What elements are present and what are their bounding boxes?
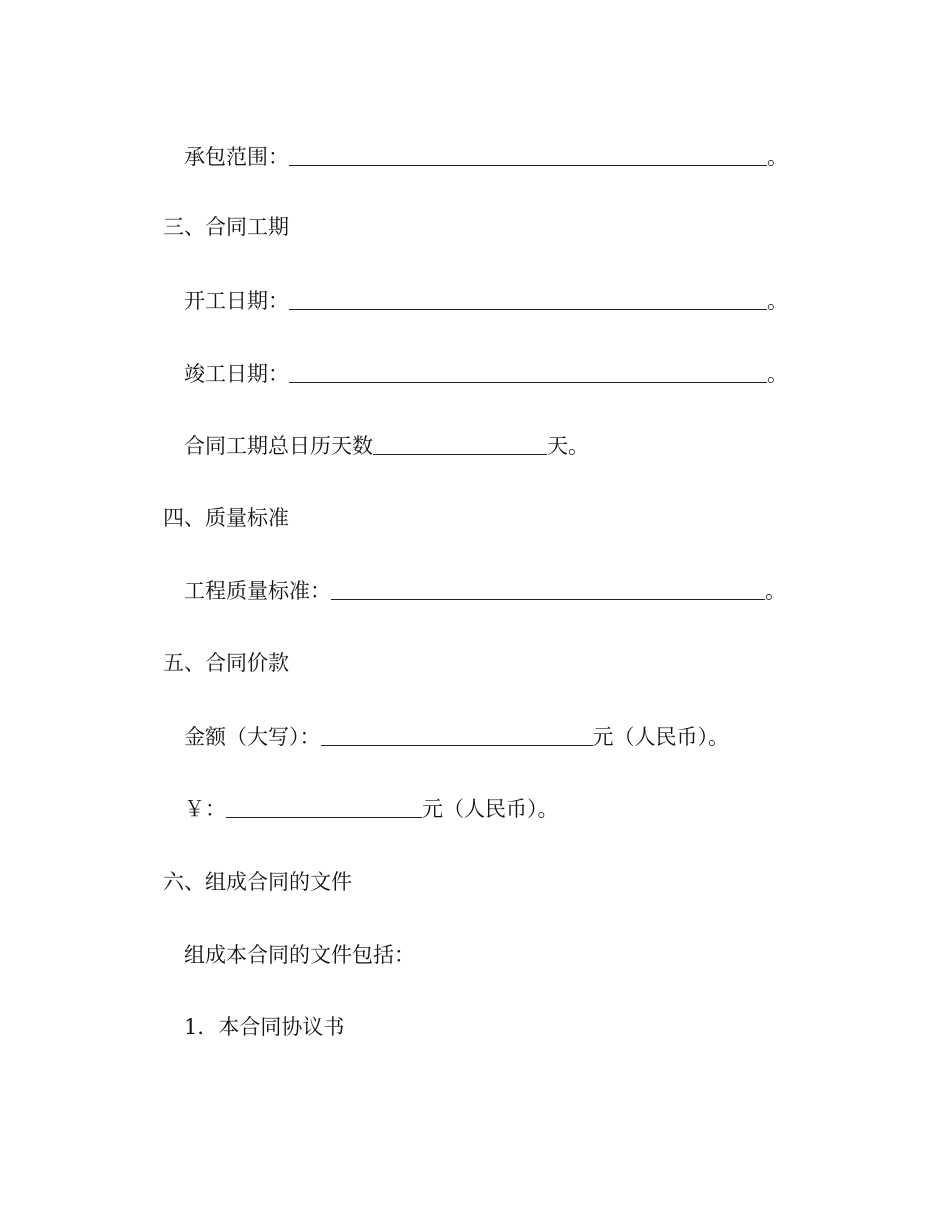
documents-item-1: 1．本合同协议书 bbox=[184, 1015, 345, 1039]
quality-label: 工程质量标准： bbox=[184, 579, 331, 603]
total-days-end: 天。 bbox=[547, 434, 589, 458]
amount-num-blank[interactable] bbox=[226, 795, 422, 818]
quality-blank[interactable] bbox=[331, 577, 765, 600]
finish-date-label: 竣工日期： bbox=[184, 362, 289, 386]
amount-upper-blank[interactable] bbox=[321, 723, 593, 746]
quality-row bbox=[184, 576, 786, 606]
amount-num-label: ￥： bbox=[184, 797, 226, 821]
start-date-blank[interactable] bbox=[289, 287, 767, 310]
documents-intro-text: 组成本合同的文件包括： bbox=[184, 943, 415, 967]
quality-end: 。 bbox=[765, 579, 786, 603]
amount-upper-end: 元（人民币）。 bbox=[592, 725, 729, 749]
documents-item-row bbox=[184, 1012, 344, 1042]
section-4-heading bbox=[163, 503, 289, 533]
section-6-heading bbox=[163, 867, 352, 897]
section-6-title: 六、组成合同的文件 bbox=[163, 870, 352, 894]
documents-intro-row bbox=[184, 940, 415, 970]
amount-upper-row bbox=[184, 722, 729, 752]
scope-end: 。 bbox=[767, 145, 788, 169]
start-date-row bbox=[184, 286, 788, 316]
section-5-heading bbox=[163, 648, 289, 678]
amount-upper-label: 金额（大写）： bbox=[184, 725, 321, 749]
scope-row bbox=[184, 142, 788, 172]
section-3-title: 三、合同工期 bbox=[163, 215, 289, 239]
start-date-end: 。 bbox=[767, 289, 788, 313]
total-days-blank[interactable] bbox=[373, 432, 547, 455]
finish-date-blank[interactable] bbox=[289, 360, 767, 383]
scope-label: 承包范围： bbox=[184, 145, 289, 169]
section-4-title: 四、质量标准 bbox=[163, 506, 289, 530]
total-days-row bbox=[184, 431, 589, 461]
total-days-label: 合同工期总日历天数 bbox=[184, 434, 373, 458]
finish-date-end: 。 bbox=[767, 362, 788, 386]
scope-blank[interactable] bbox=[289, 143, 767, 166]
section-3-heading bbox=[163, 212, 289, 242]
finish-date-row bbox=[184, 359, 788, 389]
amount-num-row bbox=[184, 794, 559, 824]
start-date-label: 开工日期： bbox=[184, 289, 289, 313]
section-5-title: 五、合同价款 bbox=[163, 651, 289, 675]
amount-num-end: 元（人民币）。 bbox=[422, 797, 559, 821]
